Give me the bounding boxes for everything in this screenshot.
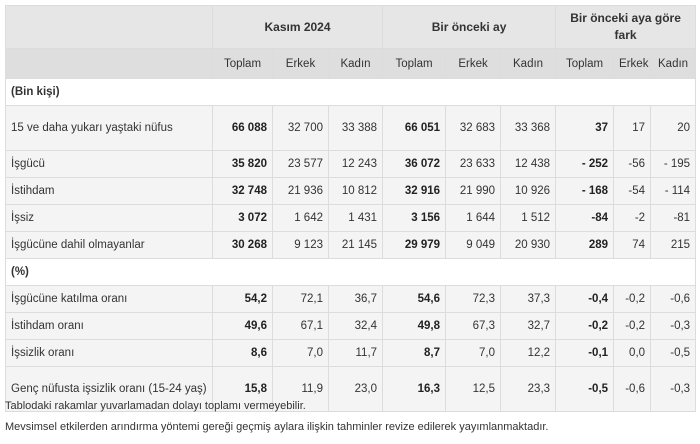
- table-cell: 8,6: [213, 340, 273, 367]
- table-row: [6, 151, 696, 178]
- table-cell: 32 700: [273, 106, 329, 151]
- empty-header: [6, 6, 213, 49]
- table-cell: 54,2: [213, 286, 273, 313]
- table-cell: 15,8: [213, 367, 273, 412]
- table-row: [6, 106, 696, 151]
- table-cell: 33 388: [329, 106, 383, 151]
- table-cell: 49,8: [383, 313, 446, 340]
- table-cell: -84: [556, 205, 614, 232]
- section-title: (%): [6, 259, 696, 286]
- table-cell: 7,0: [273, 340, 329, 367]
- table-cell: 9 049: [446, 232, 501, 259]
- table-cell: -0,2: [556, 313, 614, 340]
- table-cell: 67,1: [273, 313, 329, 340]
- table-cell: 32 748: [213, 178, 273, 205]
- row-label: İşsiz: [6, 205, 213, 232]
- table-cell: 33 368: [501, 106, 556, 151]
- subheader-row: [6, 49, 696, 79]
- table-cell: 32 683: [446, 106, 501, 151]
- table-cell: -81: [651, 205, 696, 232]
- table-cell: 66 088: [213, 106, 273, 151]
- column-header: Kadın: [651, 49, 696, 79]
- group-header: Bir önceki aya göre fark: [556, 6, 696, 49]
- table-cell: 32 916: [383, 178, 446, 205]
- table-cell: 49,6: [213, 313, 273, 340]
- table-cell: -0,5: [651, 340, 696, 367]
- table-cell: 21 936: [273, 178, 329, 205]
- table-cell: 23,0: [329, 367, 383, 412]
- table-cell: 23 577: [273, 151, 329, 178]
- table-cell: 30 268: [213, 232, 273, 259]
- row-label: İstihdam: [6, 178, 213, 205]
- row-label: İşsizlik oranı: [6, 340, 213, 367]
- table-cell: -0,4: [556, 286, 614, 313]
- table-cell: -0,3: [651, 313, 696, 340]
- group-header: Kasım 2024: [213, 6, 383, 49]
- table-cell: 1 642: [273, 205, 329, 232]
- table-cell: 10 812: [329, 178, 383, 205]
- table-cell: 11,9: [273, 367, 329, 412]
- table-row: [6, 313, 696, 340]
- table-cell: -54: [614, 178, 651, 205]
- table-cell: 32,7: [501, 313, 556, 340]
- table-cell: 12,5: [446, 367, 501, 412]
- section-row: [6, 259, 696, 286]
- column-header: Kadın: [329, 49, 383, 79]
- table-row: [6, 205, 696, 232]
- table-cell: 36,7: [329, 286, 383, 313]
- column-header: Erkek: [273, 49, 329, 79]
- table-cell: 20 930: [501, 232, 556, 259]
- table-cell: 23 633: [446, 151, 501, 178]
- group-header: Bir önceki ay: [383, 6, 556, 49]
- table-cell: 11,7: [329, 340, 383, 367]
- table-cell: 17: [614, 106, 651, 151]
- labour-statistics-table: [5, 5, 696, 412]
- row-label: İstihdam oranı: [6, 313, 213, 340]
- table-cell: 37: [556, 106, 614, 151]
- table-cell: -0,2: [614, 313, 651, 340]
- table-cell: 21 990: [446, 178, 501, 205]
- footnote: Tablodaki rakamlar yuvarlamadan dolayı toplamı vermeyebilir.: [5, 400, 306, 412]
- column-header: Erkek: [614, 49, 651, 79]
- table-cell: 0,0: [614, 340, 651, 367]
- column-header: Toplam: [383, 49, 446, 79]
- section-row: [6, 79, 696, 106]
- column-header: Toplam: [556, 49, 614, 79]
- row-label: Genç nüfusta işsizlik oranı (15-24 yaş): [6, 367, 213, 412]
- table-cell: 12 243: [329, 151, 383, 178]
- table-cell: 72,1: [273, 286, 329, 313]
- table-cell: -0,5: [556, 367, 614, 412]
- table-cell: 35 820: [213, 151, 273, 178]
- column-header: Erkek: [446, 49, 501, 79]
- table-cell: -56: [614, 151, 651, 178]
- table-cell: 8,7: [383, 340, 446, 367]
- table-cell: 29 979: [383, 232, 446, 259]
- section-title: (Bin kişi): [6, 79, 696, 106]
- table-cell: 54,6: [383, 286, 446, 313]
- table-cell: 289: [556, 232, 614, 259]
- table-cell: 20: [651, 106, 696, 151]
- table-cell: 16,3: [383, 367, 446, 412]
- row-label: İşgücüne dahil olmayanlar: [6, 232, 213, 259]
- table-row: [6, 286, 696, 313]
- table-cell: 3 072: [213, 205, 273, 232]
- table-cell: - 252: [556, 151, 614, 178]
- row-label: İşgücü: [6, 151, 213, 178]
- table-cell: 3 156: [383, 205, 446, 232]
- table-cell: 74: [614, 232, 651, 259]
- table-cell: 1 431: [329, 205, 383, 232]
- column-header: Kadın: [501, 49, 556, 79]
- footnote: Mevsimsel etkilerden arındırma yöntemi gereği geçmiş aylara ilişkin tahminler revize edilerek yayımlanmaktadır.: [5, 421, 549, 433]
- table-cell: 37,3: [501, 286, 556, 313]
- table-cell: 23,3: [501, 367, 556, 412]
- table-cell: 21 145: [329, 232, 383, 259]
- table-cell: 215: [651, 232, 696, 259]
- table-cell: 66 051: [383, 106, 446, 151]
- table-cell: -0,6: [651, 286, 696, 313]
- table-cell: 12 438: [501, 151, 556, 178]
- group-header-row: [6, 6, 696, 49]
- row-label: İşgücüne katılma oranı: [6, 286, 213, 313]
- table-cell: 1 644: [446, 205, 501, 232]
- table-cell: 12,2: [501, 340, 556, 367]
- table-cell: 9 123: [273, 232, 329, 259]
- table-cell: 36 072: [383, 151, 446, 178]
- table-row: [6, 232, 696, 259]
- table-cell: - 195: [651, 151, 696, 178]
- table-cell: 1 512: [501, 205, 556, 232]
- row-label: 15 ve daha yukarı yaştaki nüfus: [6, 106, 213, 151]
- table-cell: 67,3: [446, 313, 501, 340]
- table-row: [6, 340, 696, 367]
- table-cell: - 114: [651, 178, 696, 205]
- table-cell: -2: [614, 205, 651, 232]
- table-cell: -0,2: [614, 286, 651, 313]
- table-row: [6, 178, 696, 205]
- table-cell: -0,1: [556, 340, 614, 367]
- table-cell: 32,4: [329, 313, 383, 340]
- column-header: Toplam: [213, 49, 273, 79]
- table-cell: 7,0: [446, 340, 501, 367]
- table-cell: -0,6: [614, 367, 651, 412]
- table-cell: 72,3: [446, 286, 501, 313]
- table-cell: -0,3: [651, 367, 696, 412]
- table-cell: 10 926: [501, 178, 556, 205]
- table-cell: - 168: [556, 178, 614, 205]
- empty-header: [6, 49, 213, 79]
